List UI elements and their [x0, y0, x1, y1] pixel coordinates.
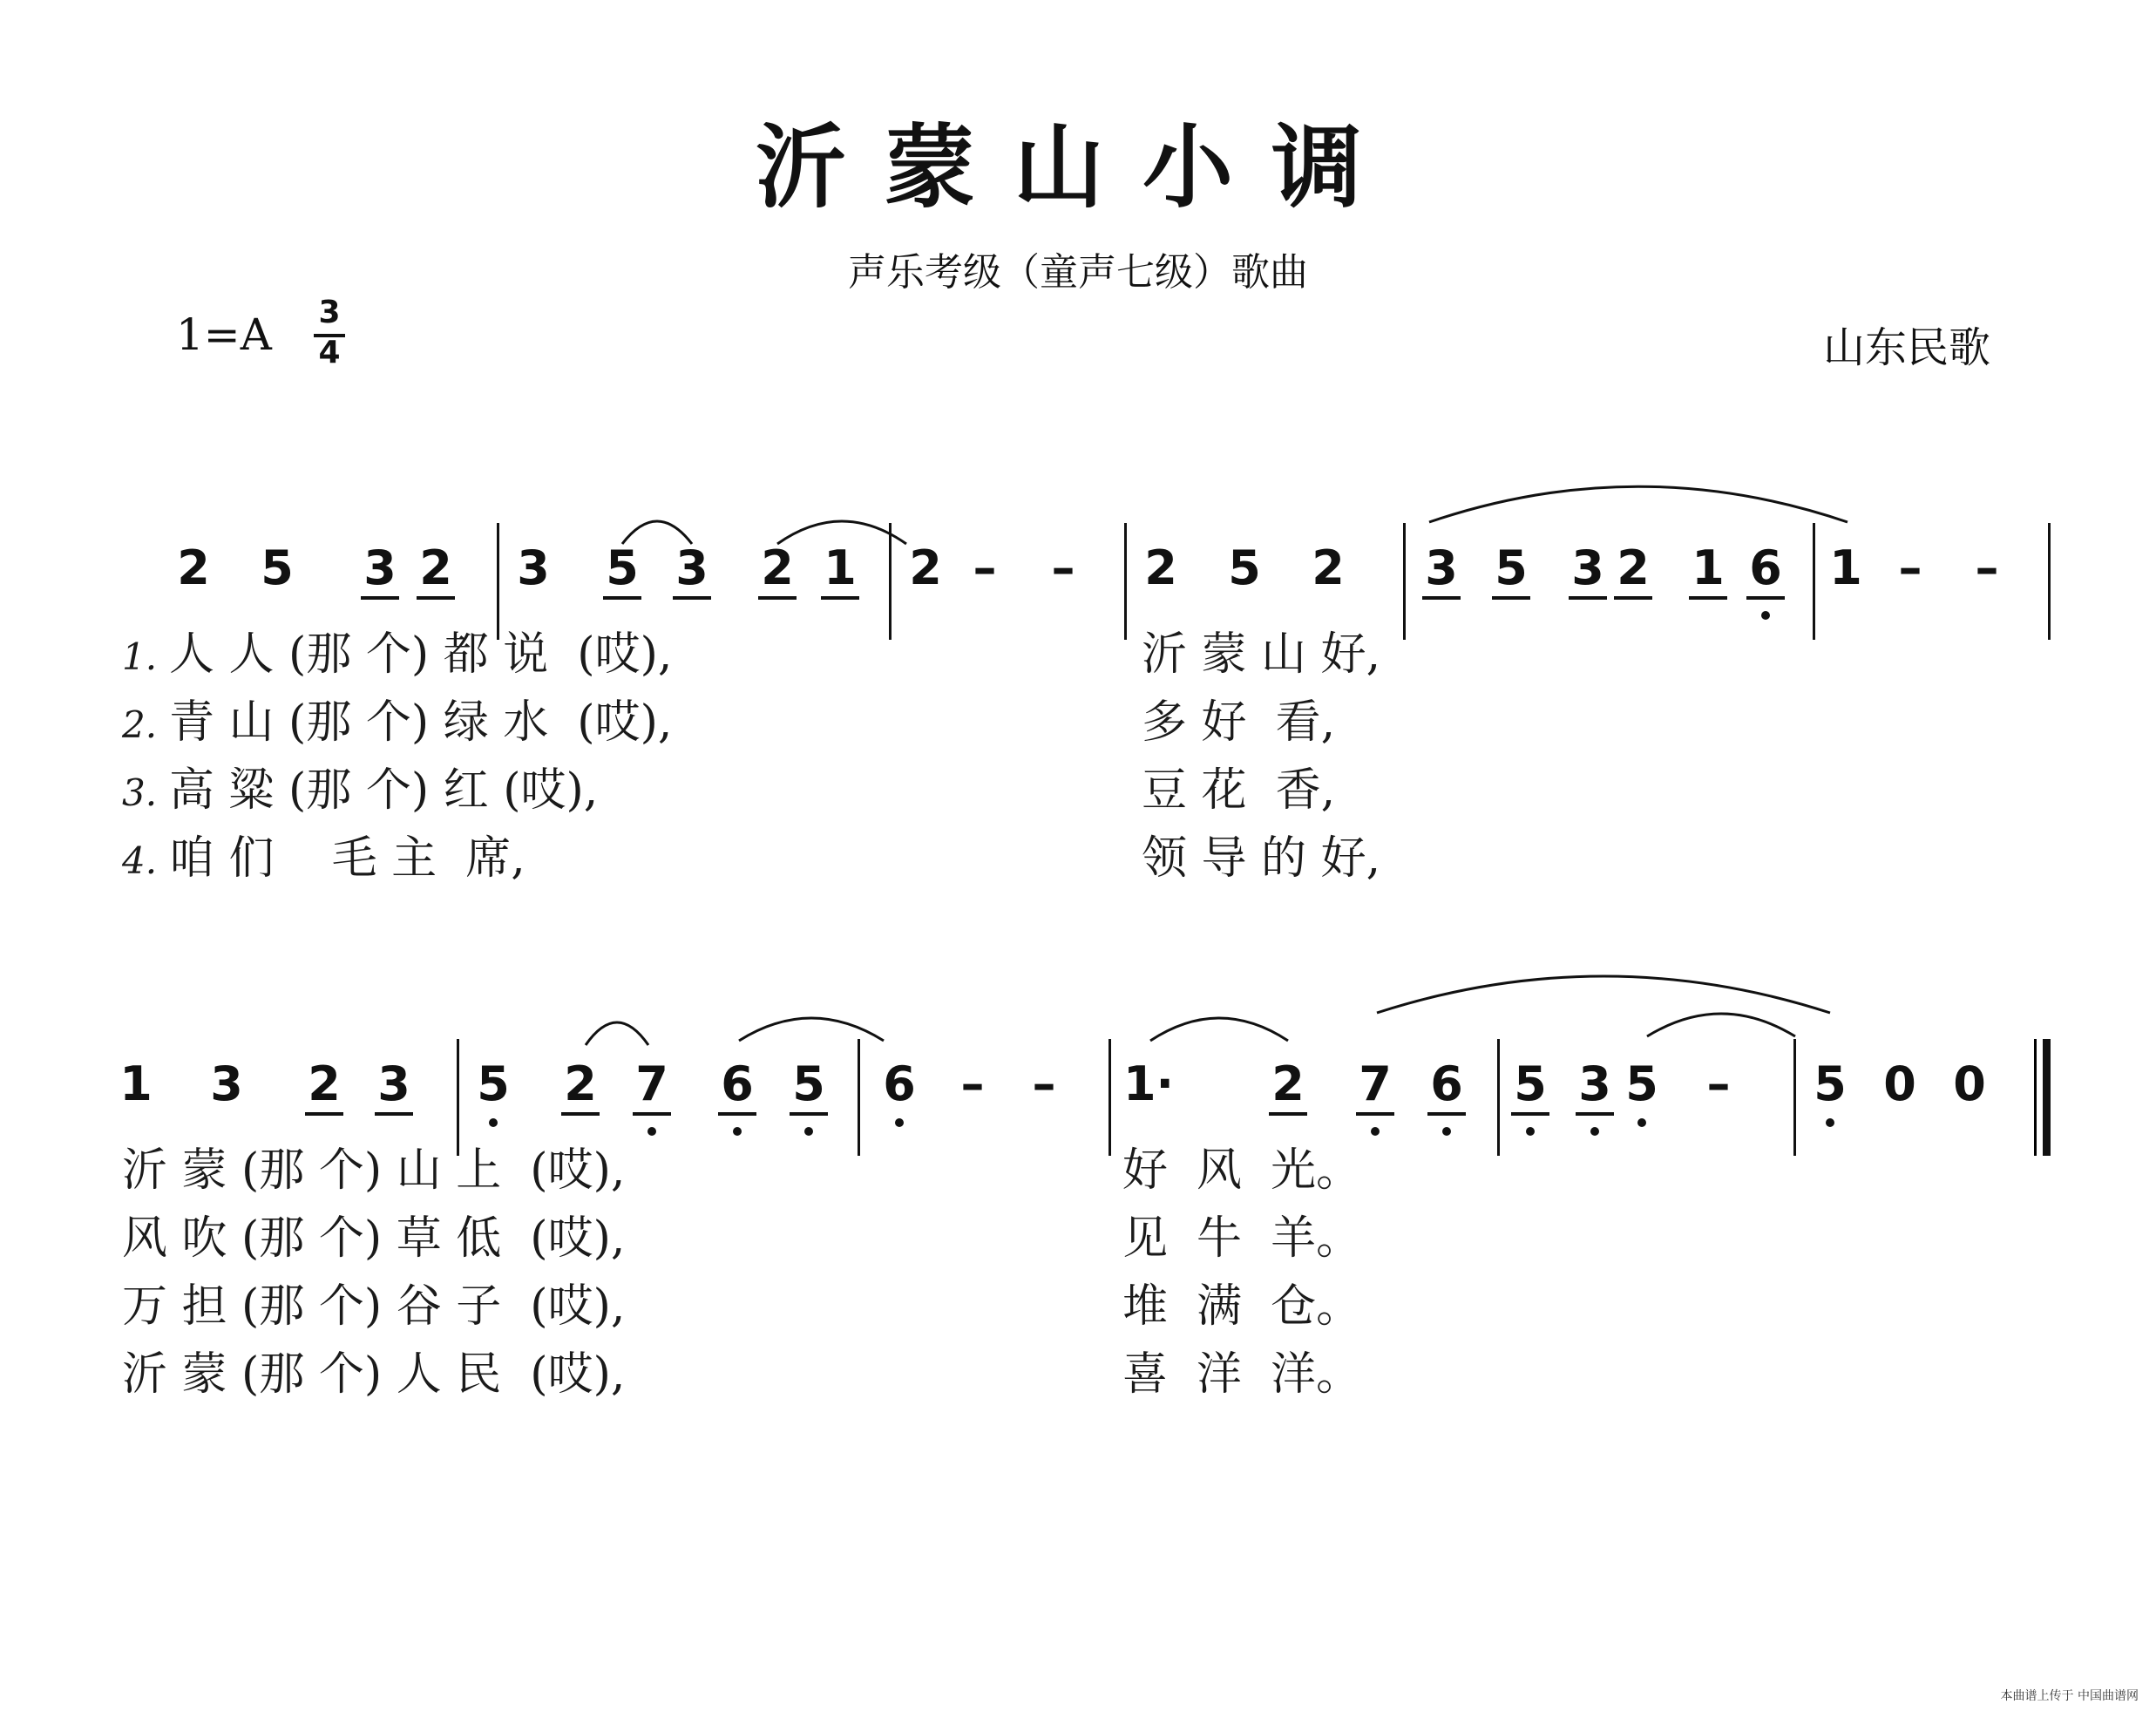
low-octave-dot — [1590, 1127, 1599, 1136]
eighth-underline — [758, 596, 797, 600]
note: 5 — [792, 1056, 825, 1111]
eighth-underline — [1492, 596, 1530, 600]
note: 3 — [1571, 540, 1604, 595]
time-signature-numerator: 3 — [318, 295, 341, 330]
upload-footer: 本曲谱上传于 中国曲谱网 — [2000, 1689, 2139, 1703]
eighth-underline — [1746, 596, 1785, 600]
low-octave-dot — [1826, 1118, 1834, 1127]
bar-line — [1124, 523, 1127, 640]
low-octave-dot — [895, 1118, 904, 1127]
note: – — [973, 540, 997, 595]
note: 3 — [377, 1056, 410, 1111]
note: 3 — [1425, 540, 1458, 595]
note: 3 — [210, 1056, 243, 1111]
time-signature-denominator: 4 — [318, 335, 341, 370]
note: 5 — [1625, 1056, 1658, 1111]
slur — [739, 1018, 884, 1041]
eighth-underline — [361, 596, 399, 600]
bar-line — [2048, 523, 2051, 640]
lyric-line: 沂 蒙 (那 个) 人 民 (哎), — [122, 1348, 626, 1401]
low-octave-dot — [647, 1127, 656, 1136]
lyric-line-tail: 领 导 的 好, — [1142, 832, 1381, 885]
eighth-underline — [673, 596, 711, 600]
note: – — [1975, 540, 1999, 595]
note: 2 — [909, 540, 942, 595]
eighth-underline — [633, 1112, 671, 1116]
note: – — [1706, 1056, 1731, 1111]
note: 6 — [721, 1056, 754, 1111]
note: 5 — [261, 540, 294, 595]
note: 2 — [177, 540, 210, 595]
lyric-line: 高 粱 (那 个) 红 (哎), — [169, 764, 599, 817]
bar-line — [457, 1039, 459, 1156]
bar-line — [1793, 1039, 1796, 1156]
note: 3 — [675, 540, 708, 595]
slur — [1647, 1014, 1795, 1036]
low-octave-dot — [733, 1127, 742, 1136]
low-octave-dot — [1526, 1127, 1535, 1136]
bar-line — [858, 1039, 860, 1156]
note: 5 — [1514, 1056, 1547, 1111]
eighth-underline — [718, 1112, 756, 1116]
note: 1· — [1122, 1056, 1175, 1111]
note: 6 — [883, 1056, 916, 1111]
note: 1 — [1829, 540, 1862, 595]
eighth-underline — [1569, 596, 1607, 600]
note: 1 — [824, 540, 857, 595]
lyric-line: 万 担 (那 个) 谷 子 (哎), — [122, 1280, 626, 1333]
eighth-underline — [1269, 1112, 1307, 1116]
verse-number: 1. — [122, 635, 158, 678]
verse-number: 2. — [122, 703, 158, 746]
note: 2 — [1144, 540, 1177, 595]
note: 5 — [477, 1056, 510, 1111]
note: – — [1051, 540, 1075, 595]
eighth-underline — [1427, 1112, 1466, 1116]
slur — [1429, 486, 1848, 522]
bar-line — [889, 523, 892, 640]
song-origin: 山东民歌 — [1822, 323, 1990, 372]
lyric-line: 青 山 (那 个) 绿 水 (哎), — [169, 696, 673, 749]
low-octave-dot — [804, 1127, 813, 1136]
eighth-underline — [375, 1112, 413, 1116]
note: 3 — [1578, 1056, 1611, 1111]
final-bar-line — [2043, 1039, 2051, 1156]
note: 2 — [419, 540, 452, 595]
eighth-underline — [790, 1112, 828, 1116]
bar-line — [2034, 1039, 2037, 1156]
low-octave-dot — [1637, 1118, 1646, 1127]
verse-number: 3. — [122, 771, 158, 814]
eighth-underline — [1576, 1112, 1614, 1116]
eighth-underline — [305, 1112, 343, 1116]
song-subtitle: 声乐考级（童声七级）歌曲 — [848, 250, 1308, 295]
note: 1 — [1692, 540, 1725, 595]
eighth-underline — [1511, 1112, 1549, 1116]
lyric-line-tail: 多 好 看, — [1142, 696, 1336, 749]
note: – — [1032, 1056, 1056, 1111]
lyric-line: 咱 们 毛 主 席, — [169, 832, 525, 885]
eighth-underline — [821, 596, 859, 600]
note: 5 — [1814, 1056, 1847, 1111]
low-octave-dot — [1371, 1127, 1380, 1136]
bar-line — [1403, 523, 1406, 640]
note: 7 — [635, 1056, 668, 1111]
note: 6 — [1430, 1056, 1463, 1111]
song-title: 沂蒙山小调 — [755, 113, 1400, 221]
eighth-underline — [561, 1112, 600, 1116]
lyric-line-tail: 豆 花 香, — [1142, 764, 1336, 817]
note: 2 — [1271, 1056, 1305, 1111]
low-octave-dot — [1761, 611, 1770, 620]
lyric-line-tail: 堆 满 仓。 — [1122, 1280, 1362, 1333]
bar-line — [1813, 523, 1815, 640]
eighth-underline — [1422, 596, 1461, 600]
low-octave-dot — [489, 1118, 498, 1127]
bar-line — [1497, 1039, 1500, 1156]
lyric-line: 沂 蒙 (那 个) 山 上 (哎), — [122, 1144, 626, 1197]
slur — [1377, 976, 1830, 1013]
note: 1 — [119, 1056, 153, 1111]
note: 2 — [564, 1056, 597, 1111]
note: 7 — [1359, 1056, 1392, 1111]
bar-line — [1109, 1039, 1111, 1156]
eighth-underline — [417, 596, 455, 600]
lyric-line: 风 吹 (那 个) 草 低 (哎), — [122, 1212, 626, 1265]
lyric-line-tail: 喜 洋 洋。 — [1122, 1348, 1362, 1401]
eighth-underline — [603, 596, 641, 600]
note: – — [960, 1056, 985, 1111]
slur — [586, 1022, 648, 1045]
bar-line — [497, 523, 499, 640]
low-octave-dot — [1442, 1127, 1451, 1136]
note: 2 — [761, 540, 794, 595]
note: 2 — [1617, 540, 1650, 595]
note: 5 — [1228, 540, 1261, 595]
verse-number: 4. — [122, 839, 158, 882]
eighth-underline — [1614, 596, 1652, 600]
note: 5 — [606, 540, 639, 595]
lyric-line-tail: 沂 蒙 山 好, — [1142, 628, 1381, 681]
lyric-line-tail: 见 牛 羊。 — [1122, 1212, 1362, 1265]
note: 2 — [1312, 540, 1345, 595]
note: 6 — [1749, 540, 1782, 595]
note: 3 — [363, 540, 397, 595]
note: 0 — [1953, 1056, 1986, 1111]
note: 2 — [308, 1056, 341, 1111]
note: 5 — [1495, 540, 1528, 595]
note: 3 — [517, 540, 550, 595]
lyric-line: 人 人 (那 个) 都 说 (哎), — [169, 628, 673, 681]
note: 0 — [1883, 1056, 1916, 1111]
slur — [1150, 1018, 1288, 1041]
key-signature: 1=A — [176, 309, 272, 360]
lyric-line-tail: 好 风 光。 — [1122, 1144, 1362, 1197]
note: – — [1898, 540, 1922, 595]
eighth-underline — [1356, 1112, 1394, 1116]
eighth-underline — [1689, 596, 1727, 600]
